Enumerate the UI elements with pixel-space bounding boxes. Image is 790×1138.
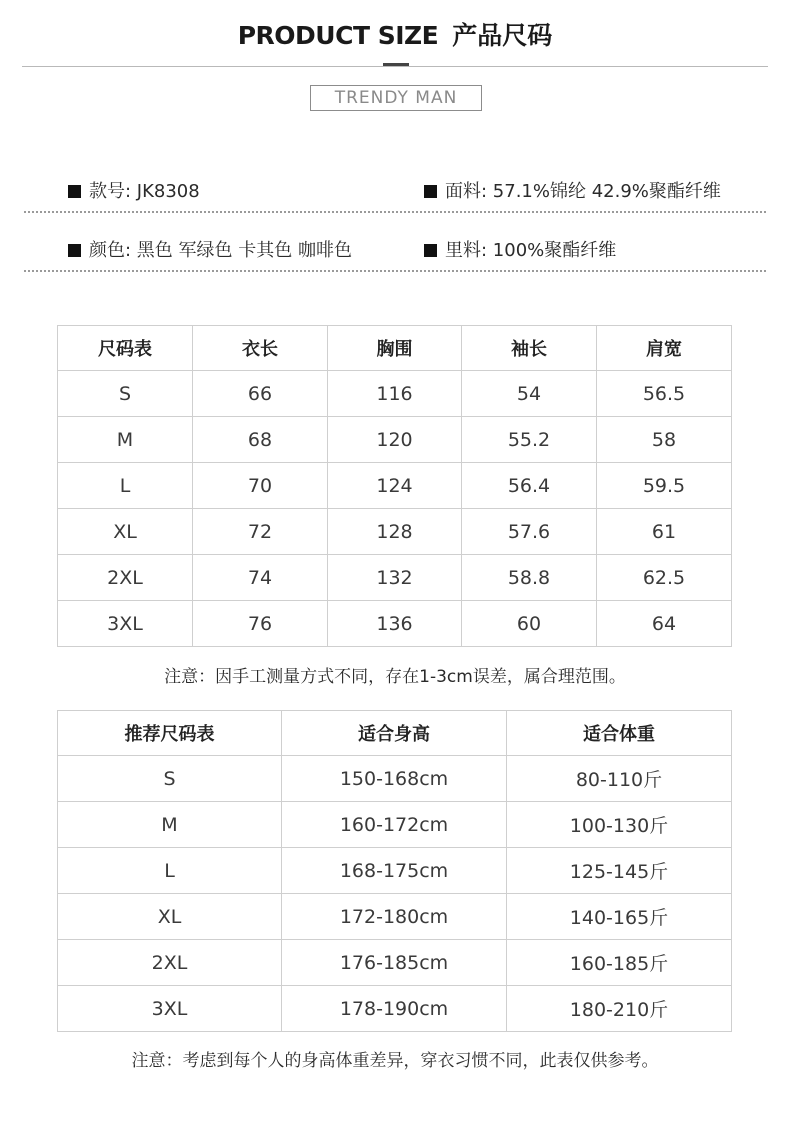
bullet-square-icon <box>424 185 437 198</box>
table-cell: 120 <box>328 417 462 463</box>
table-cell: 70 <box>193 463 328 509</box>
brand-label: TRENDY MAN <box>310 85 482 111</box>
table-cell: 176-185cm <box>282 940 507 986</box>
table-cell: 2XL <box>58 555 193 601</box>
dotted-divider <box>24 211 766 213</box>
bullet-square-icon <box>68 185 81 198</box>
size-table-header-row <box>58 326 732 371</box>
table-row <box>58 940 732 986</box>
table-cell: M <box>58 417 193 463</box>
table-row <box>58 371 732 417</box>
table-cell: 172-180cm <box>282 894 507 940</box>
bullet-square-icon <box>424 244 437 257</box>
recommend-table <box>57 710 732 1032</box>
table-cell: 64 <box>597 601 732 647</box>
table-cell: 59.5 <box>597 463 732 509</box>
info-color <box>68 239 352 263</box>
table-cell: 168-175cm <box>282 848 507 894</box>
title-cn: 产品尺码 <box>452 21 553 50</box>
table-cell: 58 <box>597 417 732 463</box>
table-cell: 54 <box>462 371 597 417</box>
table-cell: 178-190cm <box>282 986 507 1032</box>
table-cell: 150-168cm <box>282 756 507 802</box>
size-table-header-cell: 袖长 <box>462 326 597 371</box>
table-cell: L <box>58 463 193 509</box>
table-cell: S <box>58 756 282 802</box>
table-cell: 56.5 <box>597 371 732 417</box>
size-table-header-cell: 肩宽 <box>597 326 732 371</box>
size-table-header-cell: 尺码表 <box>58 326 193 371</box>
bullet-square-icon <box>68 244 81 257</box>
title-en: PRODUCT SIZE <box>237 21 439 50</box>
reference-note: 注意：考虑到每个人的身高体重差异，穿衣习惯不同，此表仅供参考。 <box>131 1051 659 1071</box>
info-fabric <box>424 180 721 204</box>
measurement-note: 注意：因手工测量方式不同，存在1-3cm误差，属合理范围。 <box>164 667 626 687</box>
dotted-divider <box>24 270 766 272</box>
table-cell: 125-145斤 <box>507 848 732 894</box>
size-table-header-cell: 衣长 <box>193 326 328 371</box>
table-cell: 74 <box>193 555 328 601</box>
table-cell: 160-185斤 <box>507 940 732 986</box>
table-row <box>58 601 732 647</box>
size-table-header-cell: 胸围 <box>328 326 462 371</box>
table-row <box>58 417 732 463</box>
table-row <box>58 509 732 555</box>
color-text: 颜色: 黑色 军绿色 卡其色 咖啡色 <box>89 240 352 261</box>
table-cell: 2XL <box>58 940 282 986</box>
table-cell: 160-172cm <box>282 802 507 848</box>
table-cell: 132 <box>328 555 462 601</box>
page-title <box>0 18 790 54</box>
table-cell: 124 <box>328 463 462 509</box>
table-row <box>58 894 732 940</box>
lining-text: 里料: 100%聚酯纤维 <box>445 240 617 261</box>
table-cell: L <box>58 848 282 894</box>
table-cell: XL <box>58 894 282 940</box>
table-cell: M <box>58 802 282 848</box>
table-cell: 61 <box>597 509 732 555</box>
table-cell: 180-210斤 <box>507 986 732 1032</box>
table-cell: S <box>58 371 193 417</box>
recommend-table-header-cell: 推荐尺码表 <box>58 711 282 756</box>
size-table <box>57 325 732 647</box>
table-cell: 60 <box>462 601 597 647</box>
table-cell: 80-110斤 <box>507 756 732 802</box>
table-cell: 100-130斤 <box>507 802 732 848</box>
table-cell: XL <box>58 509 193 555</box>
table-cell: 140-165斤 <box>507 894 732 940</box>
table-row <box>58 555 732 601</box>
table-cell: 128 <box>328 509 462 555</box>
table-row <box>58 848 732 894</box>
table-row <box>58 463 732 509</box>
table-cell: 3XL <box>58 986 282 1032</box>
table-cell: 136 <box>328 601 462 647</box>
recommend-table-header-cell: 适合体重 <box>507 711 732 756</box>
table-cell: 58.8 <box>462 555 597 601</box>
table-cell: 72 <box>193 509 328 555</box>
info-lining <box>424 239 616 263</box>
title-divider <box>22 66 768 67</box>
table-cell: 3XL <box>58 601 193 647</box>
table-cell: 62.5 <box>597 555 732 601</box>
table-cell: 55.2 <box>462 417 597 463</box>
table-cell: 68 <box>193 417 328 463</box>
recommend-table-header-cell: 适合身高 <box>282 711 507 756</box>
recommend-table-header-row <box>58 711 732 756</box>
table-row <box>58 986 732 1032</box>
table-cell: 116 <box>328 371 462 417</box>
info-style-no <box>68 180 200 204</box>
style-no-text: 款号: JK8308 <box>89 181 200 202</box>
table-row <box>58 802 732 848</box>
table-cell: 66 <box>193 371 328 417</box>
table-cell: 57.6 <box>462 509 597 555</box>
title-accent-dash <box>383 63 409 66</box>
table-cell: 56.4 <box>462 463 597 509</box>
fabric-text: 面料: 57.1%锦纶 42.9%聚酯纤维 <box>445 181 721 202</box>
table-row <box>58 756 732 802</box>
table-cell: 76 <box>193 601 328 647</box>
